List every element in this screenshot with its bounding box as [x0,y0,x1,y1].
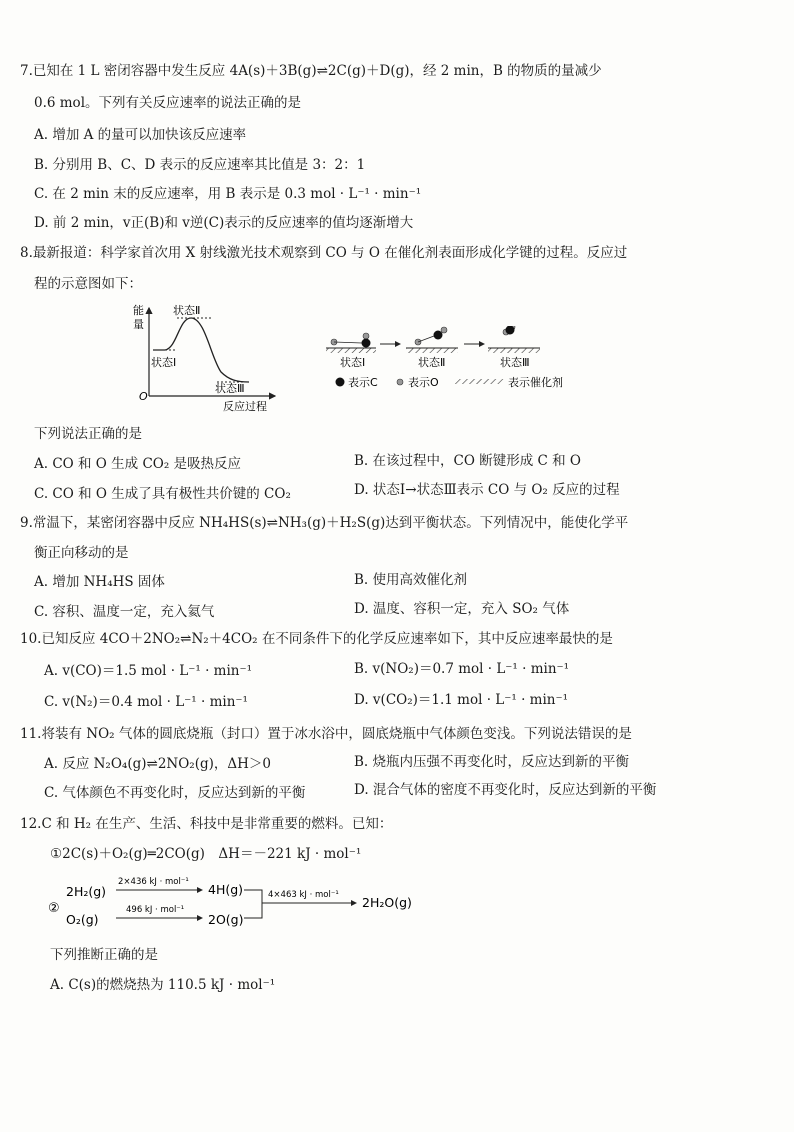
scheme-o2: O₂(g) [66,912,99,927]
q9-stem-line1: 9.常温下，某密闭容器中反应 NH₄HS(s)⇌NH₃(g)＋H₂S(g)达到平衡状态。下列情况中，能使化学平 [20,515,629,531]
q7-stem-line1: 7.已知在 1 L 密闭容器中发生反应 4A(s)＋3B(g)⇌2C(g)＋D(g)，经 2 min，B 的物质的量减少 [20,63,602,79]
q10-stem: 10.已知反应 4CO＋2NO₂⇌N₂＋4CO₂ 在不同条件下的化学反应速率如下，其中反应速率最快的是 [20,631,613,647]
state3-label: 状态Ⅲ [215,382,245,395]
catalyst-surface-1 [326,348,376,353]
x-axis-label: 反应过程 [223,400,267,413]
q12-ask: 下列推断正确的是 [50,947,158,963]
scheme-h-atoms: 4H(g) [208,882,244,897]
scheme-arrow2-label: 496 kJ · mol⁻¹ [126,905,185,915]
q8-option-a: A. CO 和 O 生成 CO₂ 是吸热反应 [34,456,242,472]
state2-label: 状态Ⅱ [173,304,201,317]
q12-option-a: A. C(s)的燃烧热为 110.5 kJ · mol⁻¹ [50,977,276,993]
q10-option-a: A. v(CO)＝1.5 mol · L⁻¹ · min⁻¹ [44,663,252,679]
legend-catalyst-label: 表示催化剂 [508,376,563,389]
catalyst-surface-2 [406,348,458,353]
q11-option-a: A. 反应 N₂O₄(g)⇌2NO₂(g)，ΔH＞0 [44,756,271,772]
scheme-product: 2H₂O(g) [362,895,412,910]
q9-option-c: C. 容积、温度一定，充入氦气 [34,604,215,620]
legend-o-label: 表示O [408,376,439,389]
q7-option-b: B. 分别用 B、C、D 表示的反应速率其比值是 3：2：1 [34,157,366,173]
energy-curve [153,318,249,382]
q8-option-d: D. 状态Ⅰ→状态Ⅲ表示 CO 与 O₂ 反应的过程 [354,482,620,498]
legend-catalyst-icon [454,379,504,384]
scheme-state3-label: 状态Ⅲ [500,356,530,369]
q9-stem-line2: 衡正向移动的是 [34,545,129,561]
q9-option-b: B. 使用高效催化剂 [354,572,468,588]
scheme-o-atoms: 2O(g) [208,912,244,927]
y-axis-label-1: 能 [133,304,144,317]
legend-o-icon [397,379,403,385]
legend-c-icon [336,378,345,387]
energy-profile-diagram [125,298,285,416]
c-atom-icon [362,339,371,348]
q12-equation-1: ①2C(s)＋O₂(g)═2CO(g) ΔH＝－221 kJ · mol⁻¹ [50,846,362,862]
o-atom-icon [441,327,447,333]
q8-stem-line2: 程的示意图如下： [34,276,142,292]
q12-stem: 12.C 和 H₂ 在生产、生活、科技中是非常重要的燃料。已知： [20,816,393,832]
q9-option-a: A. 增加 NH₄HS 固体 [34,574,165,590]
q7-option-c: C. 在 2 min 末的反应速率，用 B 表示是 0.3 mol · L⁻¹ · min⁻¹ [34,186,422,202]
scheme-h2: 2H₂(g) [66,884,107,899]
q7-stem-line2: 0.6 mol。下列有关反应速率的说法正确的是 [34,95,302,111]
q9-option-d: D. 温度、容积一定，充入 SO₂ 气体 [354,601,570,617]
q8-ask: 下列说法正确的是 [34,426,142,442]
scheme-arrow1-label: 2×436 kJ · mol⁻¹ [118,877,189,887]
bond-energy-scheme [44,872,444,930]
origin-label: O [139,390,148,403]
scheme-state1-label: 状态Ⅰ [340,356,366,369]
q11-stem: 11.将装有 NO₂ 气体的圆底烧瓶（封口）置于冰水浴中，圆底烧瓶中气体颜色变浅。下列说法错误的是 [20,726,632,742]
legend-c-label: 表示C [348,376,378,389]
catalyst-surface-scheme [322,326,582,394]
q11-option-b: B. 烧瓶内压强不再变化时，反应达到新的平衡 [354,754,630,770]
q10-option-d: D. v(CO₂)＝1.1 mol · L⁻¹ · min⁻¹ [354,692,569,708]
catalyst-surface-3 [488,348,540,353]
q8-stem-line1: 8.最新报道：科学家首次用 X 射线激光技术观察到 CO 与 O 在催化剂表面形成化学键的过程。反应过 [20,245,628,261]
scheme-state2-label: 状态Ⅱ [418,356,446,369]
q10-option-b: B. v(NO₂)＝0.7 mol · L⁻¹ · min⁻¹ [354,661,570,677]
c-atom-icon [434,331,443,340]
scheme-index: ② [48,901,60,916]
o-atom-icon [363,333,369,339]
y-axis-label-2: 量 [133,318,144,331]
q8-option-b: B. 在该过程中，CO 断键形成 C 和 O [354,453,581,469]
q7-option-a: A. 增加 A 的量可以加快该反应速率 [34,127,247,143]
scheme-arrow3-label: 4×463 kJ · mol⁻¹ [268,890,339,900]
q11-option-d: D. 混合气体的密度不再变化时，反应达到新的平衡 [354,782,657,798]
state1-label: 状态Ⅰ [151,356,177,369]
q11-option-c: C. 气体颜色不再变化时，反应达到新的平衡 [44,785,306,801]
q8-option-c: C. CO 和 O 生成了具有极性共价键的 CO₂ [34,486,291,502]
q10-option-c: C. v(N₂)＝0.4 mol · L⁻¹ · min⁻¹ [44,694,248,710]
q7-option-d: D. 前 2 min，v正(B)和 v逆(C)表示的反应速率的值均逐渐增大 [34,215,414,231]
